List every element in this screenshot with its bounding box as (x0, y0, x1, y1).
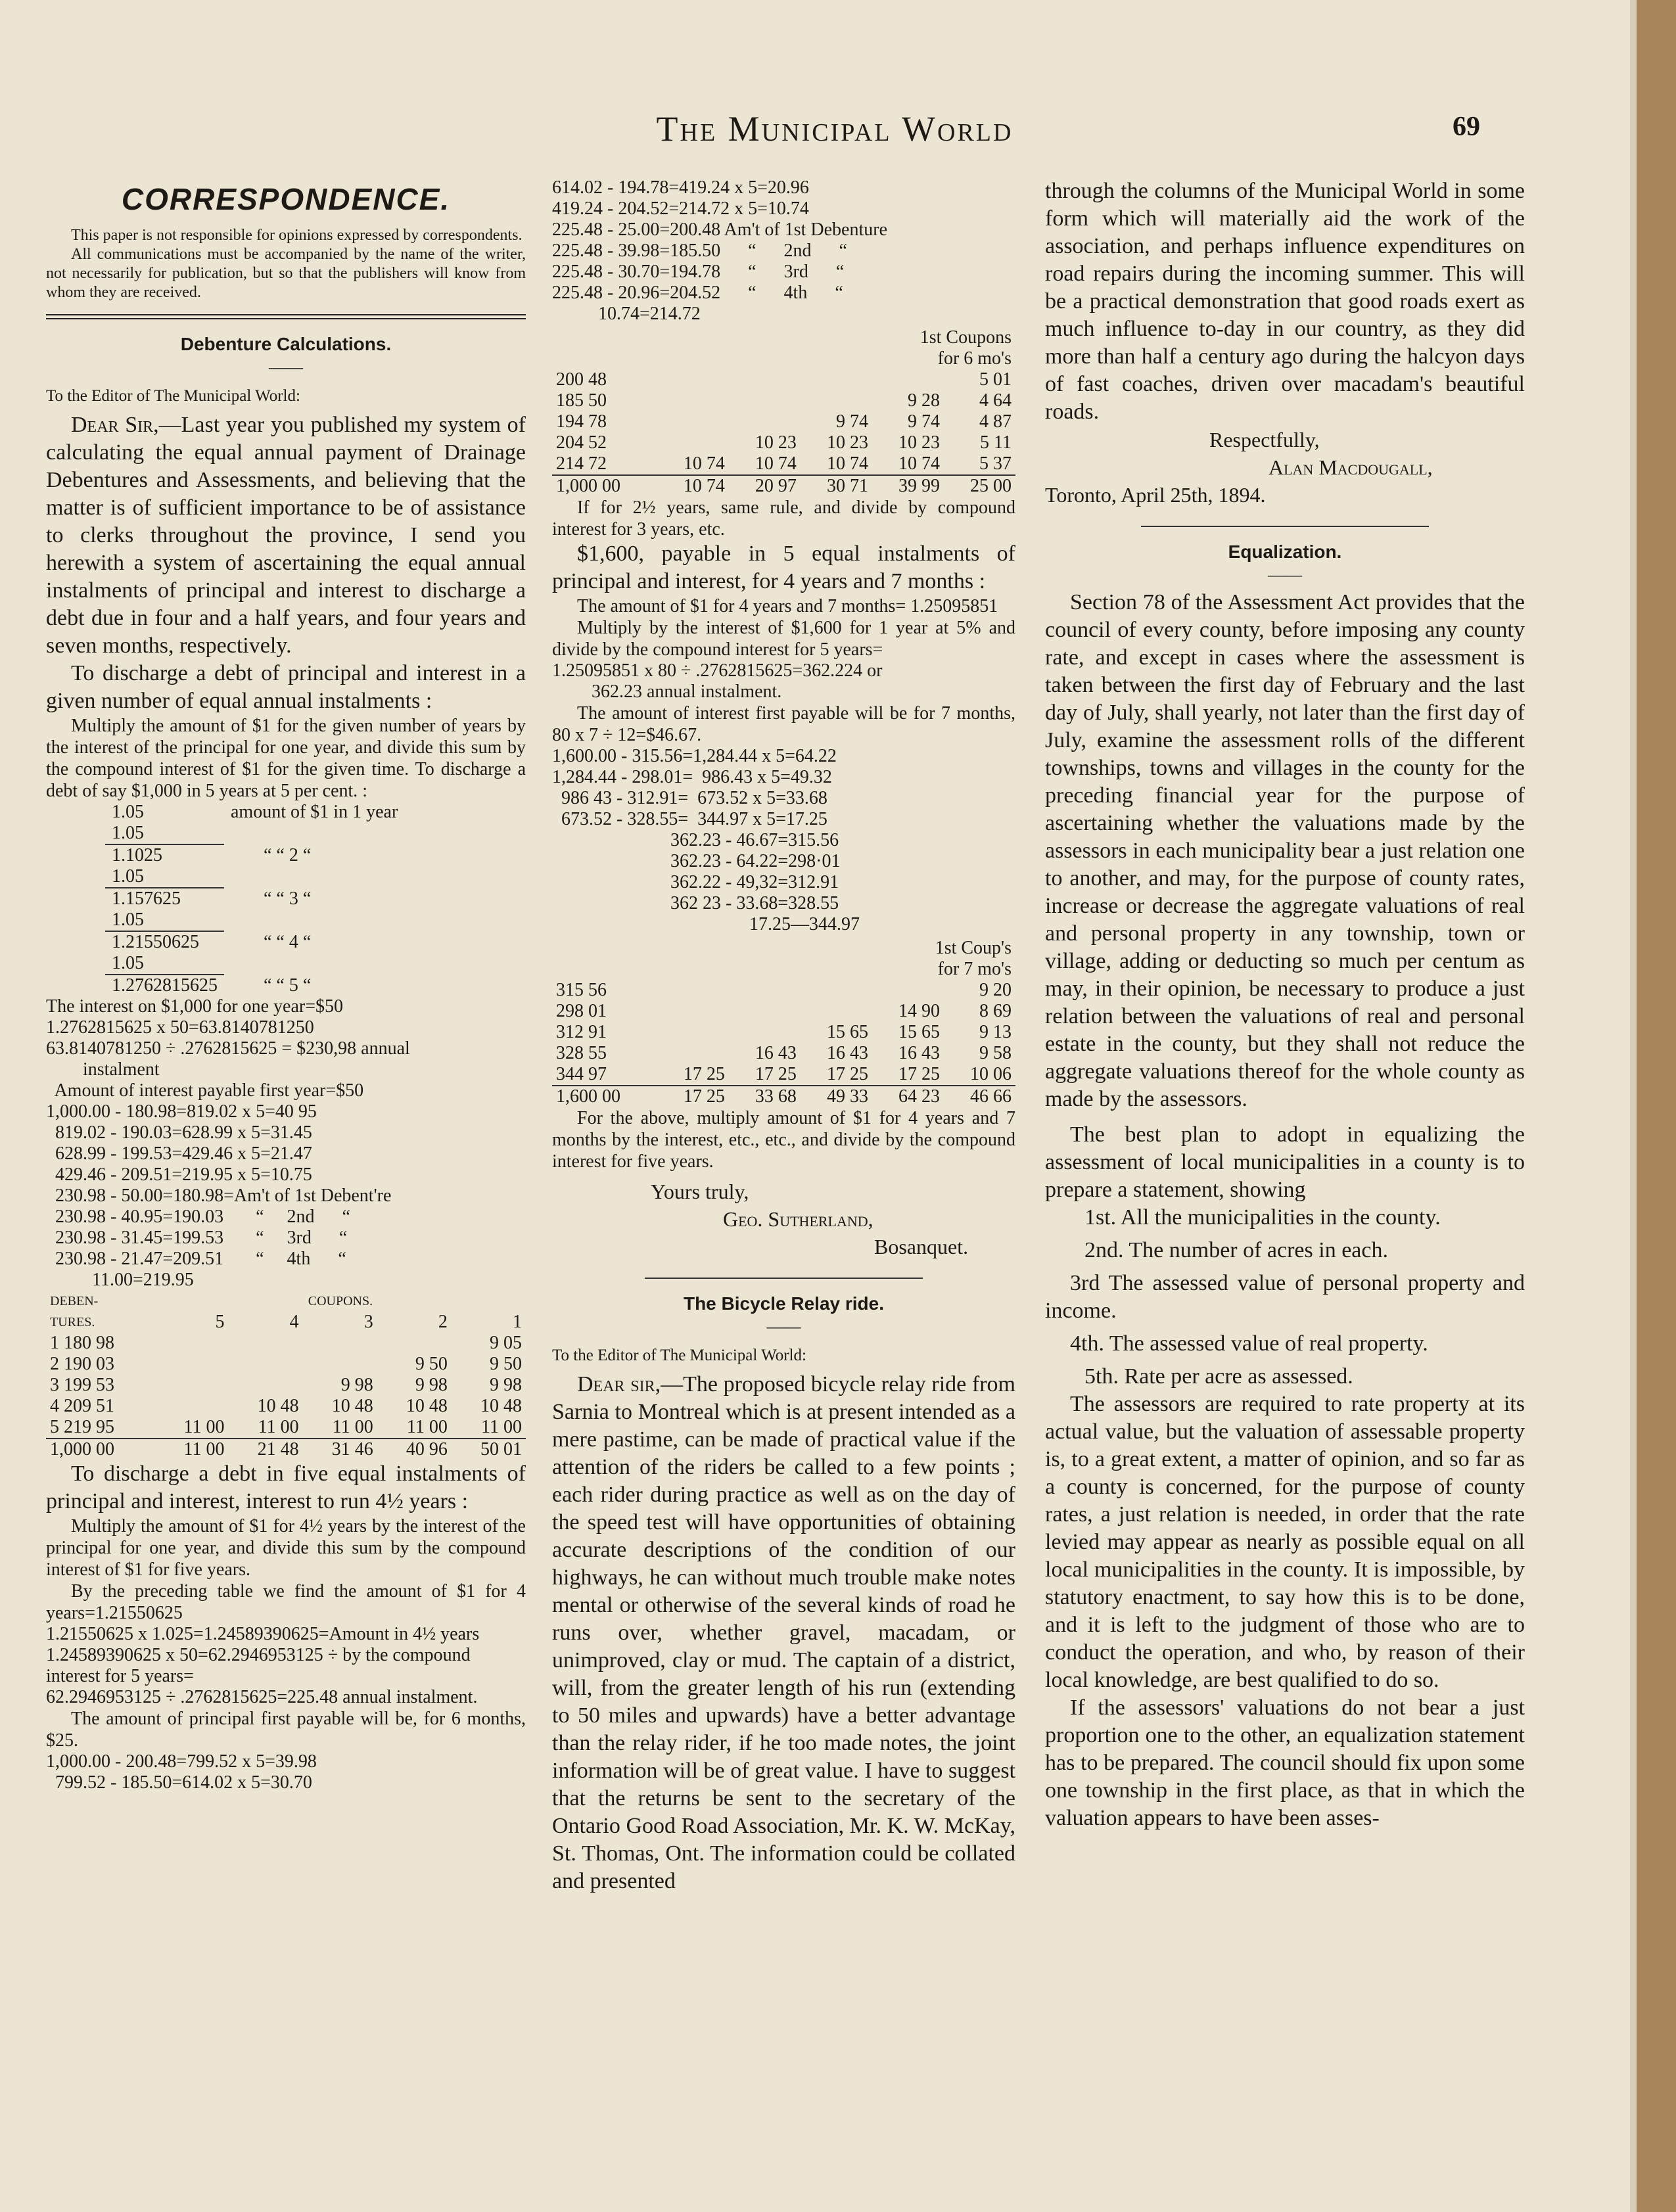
list-item: 3rd The assessed value of personal property and income. (1045, 1271, 1525, 1323)
calc-line: 17.25—344.97 (749, 914, 860, 934)
calc-line: 362.22 - 49,32=312.91 (670, 872, 839, 892)
calc-line: 419.24 - 204.52=214.72 x 5=10.74 (552, 198, 809, 219)
calc-line: 225.48 - 39.98=185.50 “ 2nd “ (552, 241, 847, 261)
paragraph: The best plan to adopt in equalizing the assessment of local municipalities in a county is to prepare a statement, showing (1045, 1122, 1525, 1202)
column-3 (1045, 177, 1525, 2175)
article-title: Equalization. (1228, 541, 1342, 562)
list-item: 1st. All the municipalities in the county. (1084, 1205, 1441, 1230)
calc-line: 230.98 - 31.45=199.53 “ 3rd “ (46, 1228, 348, 1248)
calc-line: 230.98 - 50.00=180.98=Am't of 1st Debent're (46, 1186, 392, 1206)
list-item: 2nd. The number of acres in each. (1084, 1238, 1388, 1262)
power-table: 1.05 amount of $1 in 1 year 1.05 1.1025 “ “ 2 “ 1.05 1.157625 “ “ 3 “ 1.05 1.21550625 “ “ 4 “ 1.05 1.2762815625 “ “ 5 “ (105, 802, 404, 996)
addressee: To the Editor of The Municipal World: (46, 387, 300, 405)
notice: All communications must be accompanied by the name of the writer, not necessarily for publication, but so that the publishers will know from whom they are received. (46, 246, 526, 301)
coupon-table-1: 1st Coupons for 6 mo's 200 48 5 01 185 50 9 28 4 64 194 78 9 74 9 74 4 87 204 52 10 23 10 23 10 23 5 11 214 72 10 74 10 74 10 74 10 74 5 37 1,000 00 10 74 20 97 30 71 39 99 25 00 (552, 327, 1015, 497)
signature-name: Alan Macdougall, (1269, 455, 1433, 479)
calc-line: 225.48 - 25.00=200.48 Am't of 1st Debenture (552, 219, 888, 240)
signature-line: Respectfully, (1209, 428, 1320, 451)
divider: —— (1268, 565, 1302, 584)
debenture-table: DEBEN- COUPONS. TURES. 5 4 3 2 1 1 180 98 9 05 2 190 03 9 50 9 50 3 199 53 9 98 9 98 9 98 4 209 51 10 48 10 48 10 48 10 48 5 219 95 11 00 11 00 11 00 11 00 11 00 1,000 00 11 00 21 48 31 46 40 96 50 01 (46, 1291, 526, 1460)
paragraph: For the above, multiply amount of $1 for 4 years and 7 months by the interest, etc., etc., and divide by the compound interest for five years. (552, 1108, 1015, 1172)
paragraph: Dear Sir,—Last year you published my system of calculating the equal annual payment of Drainage Debentures and Assessments, and believing that the matter is of sufficient importance to be of assistance to clerks throughout the province, I send you herewith a system of ascertaining the equal annual instalments of principal and interest to discharge a debt due in four and a half years, and four years and seven months, respectively. (46, 413, 526, 658)
divider-rule (645, 1278, 923, 1279)
calc-line: 673.52 - 328.55= 344.97 x 5=17.25 (552, 809, 827, 829)
article-title: The Bicycle Relay ride. (683, 1293, 885, 1314)
calc-line: The interest on $1,000 for one year=$50 (46, 996, 343, 1017)
signature-line: Yours truly, (651, 1180, 749, 1203)
list-item: 5th. Rate per acre as assessed. (1084, 1364, 1353, 1389)
addressee: To the Editor of The Municipal World: (552, 1347, 806, 1364)
calc-line: 230.98 - 21.47=209.51 “ 4th “ (46, 1249, 346, 1269)
calc-line: 62.2946953125 ÷ .2762815625=225.48 annual instalment. (46, 1687, 478, 1707)
paragraph: Section 78 of the Assessment Act provides that the council of every county, before imposing any county rate, and except in cases where the assessment is taken between the first day of February and the last day of July, shall yearly, not later than the first day of July, examine the assessment rolls of the different townships, towns and villages in the county for the preceding financial year for the purpose of ascertaining whether the valuations made by the assessors in each municipality bear a just relation one to another, and may, for the purpose of county rates, increase or decrease the aggregate valuations of real and personal property in any township, town or village, adding or deducting so much per centum as may, in their opinion, be necessary to produce a just relation between the valuations of real and personal estate in the county, but they shall not reduce the aggregate valuations thereof for the whole county as made by the assessors. (1045, 590, 1525, 1111)
calc-line: 1.24589390625 x 50=62.2946953125 ÷ by the compound interest for 5 years= (46, 1645, 471, 1686)
notice: This paper is not responsible for opinions expressed by correspondents. (71, 227, 523, 244)
page-shadow (1630, 0, 1637, 2212)
column-2 (552, 177, 1015, 2175)
calc-line: 614.02 - 194.78=419.24 x 5=20.96 (552, 177, 809, 198)
calc-line: 225.48 - 30.70=194.78 “ 3rd “ (552, 262, 845, 282)
divider: —— (269, 357, 303, 377)
calc-line: 362.23 - 64.22=298·01 (670, 851, 841, 871)
divider: —— (766, 1317, 801, 1336)
double-rule (46, 314, 526, 319)
paragraph: $1,600, payable in 5 equal instalments of principal and interest, for 4 years and 7 months : (552, 541, 1015, 593)
list-item: 4th. The assessed value of real property. (1070, 1331, 1428, 1356)
paragraph: The amount of $1 for 4 years and 7 months= 1.25095851 (577, 596, 998, 616)
calc-line: 1.21550625 x 1.025=1.24589390625=Amount in 4½ years (46, 1624, 480, 1644)
running-title: The Municipal World (656, 109, 1013, 149)
calc-line: 1.25095851 x 80 ÷ .2762815625=362.224 or (552, 660, 883, 681)
paragraph: Multiply the amount of $1 for 4½ years by the interest of the principal for one year, and divide this sum by the compound interest of $1 for five years. (46, 1516, 526, 1580)
book-edge (1637, 0, 1676, 2212)
calc-line: 1.2762815625 x 50=63.8140781250 (46, 1017, 314, 1038)
paragraph: through the columns of the Municipal World in some form which will materially aid the work of the association, and perhaps influence expenditures on road repairs during the incoming summer. This will be a practical demonstration that good roads exert as much influence to-day in our country, as they did more than half a century ago during the halcyon days of fast coaches, driven over macadam's beautiful roads. (1045, 179, 1525, 424)
calc-line: 362.23 - 46.67=315.56 (670, 830, 839, 850)
calc-line: 429.46 - 209.51=219.95 x 5=10.75 (46, 1164, 312, 1185)
calc-line: 986 43 - 312.91= 673.52 x 5=33.68 (552, 788, 827, 808)
calc-line: 819.02 - 190.03=628.99 x 5=31.45 (46, 1122, 312, 1143)
paragraph: The amount of principal first payable will be, for 6 months, $25. (46, 1709, 526, 1751)
paragraph: By the preceding table we find the amount of $1 for 4 years=1.21550625 (46, 1581, 526, 1623)
calc-line: 1,284.44 - 298.01= 986.43 x 5=49.32 (552, 767, 832, 787)
calc-line: 63.8140781250 ÷ .2762815625 = $230,98 annual (46, 1038, 410, 1059)
paragraph: Multiply by the interest of $1,600 for 1 year at 5% and divide by the compound interest for 5 years= (552, 618, 1015, 660)
calc-line: 1,000.00 - 180.98=819.02 x 5=40 95 (46, 1101, 317, 1122)
section-heading: CORRESPONDENCE. (121, 182, 451, 216)
paragraph: If for 2½ years, same rule, and divide by compound interest for 3 years, etc. (552, 497, 1015, 540)
calc-line: 362 23 - 33.68=328.55 (670, 893, 839, 913)
calc-line: 362.23 annual instalment. (592, 681, 782, 702)
calc-line: 628.99 - 199.53=429.46 x 5=21.47 (46, 1143, 312, 1164)
page-number: 69 (1453, 112, 1480, 142)
calc-line: 1,600.00 - 315.56=1,284.44 x 5=64.22 (552, 746, 837, 766)
signature-place: Toronto, April 25th, 1894. (1045, 483, 1266, 507)
article-title: Debenture Calculations. (180, 334, 392, 354)
signature-name: Geo. Sutherland, (723, 1207, 873, 1231)
coupon-table-2: 1st Coup's for 7 mo's 315 56 9 20 298 01 14 90 8 69 312 91 15 65 15 65 9 13 328 55 16 43 16 43 16 43 9 58 344 97 17 25 17 25 17 25 17 25 10 06 1,600 00 17 25 33 68 49 33 64 23 46 66 (552, 938, 1015, 1107)
calc-line: 1,000.00 - 200.48=799.52 x 5=39.98 (46, 1751, 317, 1772)
calc-line: Amount of interest payable first year=$50 (46, 1080, 364, 1101)
calc-line: 230.98 - 40.95=190.03 “ 2nd “ (46, 1207, 350, 1227)
divider-rule (1141, 526, 1429, 527)
calc-line: 11.00=219.95 (46, 1270, 194, 1290)
paragraph: Dear sir,—The proposed bicycle relay ride from Sarnia to Montreal which is at present intended as a mere pastime, can be made of practical value if the attention of the riders be called to a few points ; each rider during practice as well as on the day of the speed test will have opportunities of obtaining accurate descriptions of the condition of our highways, he can without much trouble make notes mental or otherwise of the several kinds of road he runs over, whether gravel, macadam, or unimproved, clay or mud. The captain of a district, will, from the greater length of his run (extending to 50 miles and upwards) have a better advantage than the relay rider, if he too made notes, the joint information will be of great value. I have to suggest that the returns be sent to the secretary of the Ontario Good Road Association, Mr. K. W. McKay, St. Thomas, Ont. The information could be collated and presented (552, 1372, 1015, 1893)
paragraph: The assessors are required to rate property at its actual value, but the valuation of assessable property is, to a great extent, a matter of opinion, and so far as a county is concerned, for the purpose of county rates, a just relation is needed, in order that the rate levied may appear as nearly as possible equal on all local municipalities in the county. It is impossible, by statutory enactment, to say how this is to be done, and it is left to the judgment of those who are to conduct the operation, and who, by reason of their local knowledge, are best qualified to do so. (1045, 1392, 1525, 1692)
paragraph: The amount of interest first payable will be for 7 months, 80 x 7 ÷ 12=$46.67. (552, 703, 1015, 745)
paragraph: If the assessors' valuations do not bear a just proportion one to the other, an equalization statement has to be prepared. The council should fix upon some one township in the first place, as that in which the valuation appears to have been asses- (1045, 1695, 1525, 1830)
calc-line: 225.48 - 20.96=204.52 “ 4th “ (552, 283, 843, 303)
column-1 (46, 177, 526, 2175)
header (0, 108, 1623, 154)
calc-line: instalment (46, 1059, 160, 1080)
calc-line: 10.74=214.72 (552, 304, 701, 324)
paragraph: To discharge a debt of principal and interest in a given number of equal annual instalments : (46, 661, 526, 713)
paragraph: To discharge a debt in five equal instalments of principal and interest, interest to run 4½ years : (46, 1462, 526, 1513)
signature-place: Bosanquet. (874, 1235, 969, 1258)
calc-line: 799.52 - 185.50=614.02 x 5=30.70 (46, 1772, 312, 1793)
paragraph: Multiply the amount of $1 for the given number of years by the interest of the principal for one year, and divide this sum by the compound interest of $1 for the given time. To discharge a debt of say $1,000 in 5 years at 5 per cent. : (46, 716, 526, 801)
